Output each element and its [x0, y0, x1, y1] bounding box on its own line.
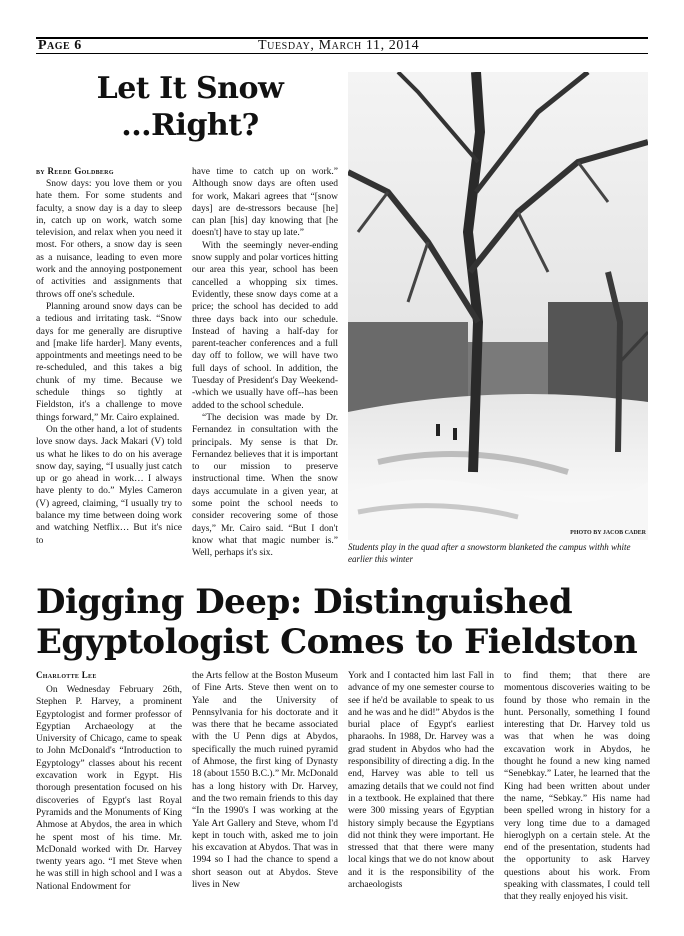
article2-column-3 [348, 670, 494, 891]
article1-byline: by Reede Goldberg [36, 166, 114, 176]
paragraph: to find them; that there are momentous discoveries waiting to be found by those who remain in the hunt. Personally, something I found interesting that Dr. Harvey told us was that when he was doing excavation work in Abydos, he thought he found a new king named “Senebkay.” Later, he learned that the King had been written about under the name, “Sebkay.” His name had been spelled wrong in history for a very long time due to a damaged hieroglyph on a certain stele. At the end of the presentation, students had the opportunity to ask Harvey questions about his work. From speaking with classmates, I could tell that they really enjoyed his visit. [504, 671, 650, 903]
article2-column-2 [192, 670, 338, 891]
paragraph: On the other hand, a lot of students love snow days. Jack Makari (V) told us what he likes to do on his average snow day, saying, “I usually just catch up or go ahead in work… I always have plenty to do.” Myles Cameron (V) agreed, claiming, “I usually try to balance my time between doing work and watching Netflix… But it's nice to [36, 424, 182, 546]
photo-caption: Students play in the quad after a snowstorm blanketed the campus withh white earlier this winter [348, 542, 631, 564]
paragraph: “The decision was made by Dr. Fernandez in consultation with the principals. My sense is that Dr. Fernandez believes that it is important to our mission to preserve instructional time. When the snow days accumulate in a given year, at some point the school needs to consider recovering some of those days,” Mr. Cairo said. “But I don't know what that magic number is.” Well, perhaps it's six. [192, 412, 338, 559]
paragraph: have time to catch up on work.” Although snow days are often used for work, Makari agrees that “[snow days] are de-stressors because [he] can plan [his] day knowing that [he doesn't] have to stay up late.” [192, 167, 338, 239]
paragraph: York and I contacted him last Fall in advance of my one semester course to see if he'd be available to speak to us and he was and he did!” Abydos is the burial place of Egypt's earliest pharaohs. In 1988, Dr. Harvey was a grad student in Abydos who had the responsibility of directing a dig. In the end, Harvey was able to tell us amazing details that we could not find in a textbook. He explained that there were 300 missing years of Egyptian history simply because the Egyptians did not think they were important. He stressed that that there were many local kings that we do not know about and it is the responsibility of the archaeologists [348, 671, 494, 891]
page-number: Page 6 [38, 38, 82, 53]
paragraph: On Wednesday February 26th, Stephen P. Harvey, a prominent Egyptologist and former professor of Egyptian Archaeology at the University of Chicago, came to speak to John McDonald's “Introduction to Egyptology” classes about his recent excavation work in Egypt. His thorough presentation focused on his discoveries of Egypt's last Royal Pyramids and the Monuments of King Ahmose at Abydos, the area in which he spent most of his time. Mr. McDonald worked with Dr. Harvey twenty years ago. “I met Steve when he was still in high school and I was a National Endowment for [36, 685, 182, 892]
article2-headline: Digging Deep: Distinguished Egyptologist Comes to Fieldston [36, 582, 638, 662]
issue-date: Tuesday, March 11, 2014 [258, 38, 420, 53]
article1-headline: Let It Snow ...Right? [96, 71, 284, 143]
article1-column-1 [36, 178, 182, 547]
header-bottom-rule [36, 53, 648, 54]
paragraph: Snow days: you love them or you hate them. For some students and faculty, a snow day is a day to sleep in, catch up on work, watch some television, and relax when you need it most. For others, a snow day is seen as a nuisance, leading to even more work and the annoying postponement of activities and assignments that throws off one's schedule. [36, 179, 182, 300]
article2-column-4 [504, 670, 650, 904]
paragraph: With the seemingly never-ending snow supply and polar vortices hitting our area this year, school has been cancelled a whopping six times. Evidently, these snow days come at a price; the school has decided to add three days back into our schedule. Instead of having a half-day for parent-teacher conferences and a full day off to follow, we will have two full days of school. In addition, the Tuesday of President's Day Weekend--which we usually have off--has been added to the school schedule. [192, 240, 338, 411]
paragraph: the Arts fellow at the Boston Museum of Fine Arts. Steve then went on to Yale and the University of Pennsylvania for his doctorate and it was there that he became associated with the U Penn digs at Abydos, specifically the much ruined pyramid of Ahmose, the first king of Dynasty 18 (about 1550 B.C.).” Mr. McDonald has a long history with Dr. Harvey, and the two remain friends to this day “In the 1990's I was working at the Yale Art Gallery and Steve, whom I'd kept in touch with, asked me to join his excavation at Abydos. That was in 1994 so I had the chance to spend a short season out at Abydos. Steve lives in New [192, 671, 338, 891]
article2-column-1 [36, 684, 182, 893]
paragraph: Planning around snow days can be a tedious and irritating task. “Snow days for me generally are disruptive and [make life harder]. Many events, appointments and meetings need to be re-scheduled, and this takes a big chunk of my time. Because we schedule things so tightly at Fieldston, it's a challenge to move things forward,” Mr. Cairo explained. [36, 301, 182, 423]
photo-credit: PHOTO BY JACOB CADER [570, 530, 646, 536]
snow-quad-photo [348, 72, 648, 540]
article1-column-2 [192, 166, 338, 560]
article2-byline: Charlotte Lee [36, 670, 97, 680]
